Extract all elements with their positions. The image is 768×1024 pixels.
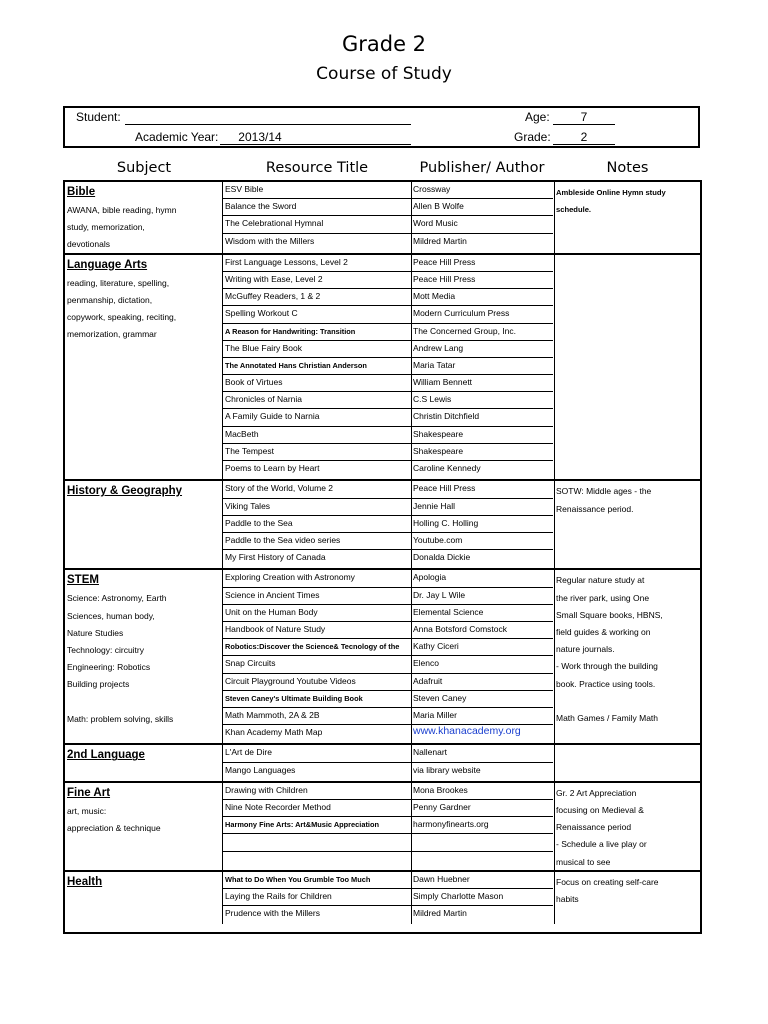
publisher-author: Anna Botsford Comstock <box>413 623 508 634</box>
table-row <box>223 375 553 392</box>
section-history-geography <box>65 479 700 568</box>
publisher-author: Shakespeare <box>413 428 464 439</box>
academic-year-value: 2013/14 <box>238 130 282 144</box>
notes-cell <box>556 572 696 727</box>
publisher-author: Peace Hill Press <box>413 256 476 267</box>
subject-description-line: devotionals <box>67 239 111 250</box>
table-row <box>223 341 553 358</box>
subject-description-line: Nature Studies <box>67 627 124 638</box>
table-row <box>223 605 553 622</box>
resource-title: Harmony Fine Arts: Art&Music Appreciation <box>225 820 379 830</box>
table-row <box>223 216 553 233</box>
section-language-arts <box>65 253 700 480</box>
table-row <box>223 800 553 817</box>
subject-description-line: Sciences, human body, <box>67 610 155 621</box>
subject-cell <box>67 483 221 501</box>
resource-title: Wisdom with the Millers <box>225 235 315 246</box>
publisher-author: Youtube.com <box>413 534 463 545</box>
table-row <box>223 427 553 444</box>
notes-cell <box>556 785 696 871</box>
subject-title: Fine Art <box>67 786 111 799</box>
publisher-author: Holling C. Holling <box>413 517 479 528</box>
table-row <box>223 358 553 375</box>
age-label: Age: <box>525 110 550 124</box>
resource-title: Nine Note Recorder Method <box>225 801 331 812</box>
subject-cell <box>67 785 221 837</box>
resource-title: Balance the Sword <box>225 201 297 212</box>
subject-cell <box>67 874 221 892</box>
resource-title: A Reason for Handwriting: Transition <box>225 326 356 336</box>
column-header-notes: Notes <box>606 160 649 176</box>
publisher-author: Mildred Martin <box>413 235 467 246</box>
column-divider <box>554 255 555 480</box>
notes-cell <box>556 874 696 908</box>
notes-line <box>556 693 696 710</box>
column-divider <box>554 182 555 253</box>
publisher-author: Adafruit <box>413 675 443 686</box>
resource-title: Robotics:Discover the Science& Tecnology of the <box>225 642 400 652</box>
subject-title: STEM <box>67 574 99 587</box>
publisher-author: Word Music <box>413 218 458 229</box>
publisher-author: Elemental Science <box>413 606 484 617</box>
publisher-author: Jennie Hall <box>413 500 456 511</box>
section-2nd-language <box>65 743 700 780</box>
publisher-author: Nallenart <box>413 747 448 758</box>
age-field[interactable] <box>553 124 615 125</box>
page-subtitle: Course of Study <box>316 64 452 84</box>
column-header-publisher-author: Publisher/ Author <box>419 160 545 176</box>
publisher-author: Crossway <box>413 184 451 194</box>
table-row <box>223 409 553 426</box>
subject-title: Bible <box>67 186 96 198</box>
resource-title: My First History of Canada <box>225 552 326 563</box>
table-row <box>223 656 553 673</box>
resource-title: Drawing with Children <box>225 784 308 795</box>
table-row <box>223 234 553 251</box>
column-header-resource-title: Resource Title <box>265 160 369 176</box>
publisher-author: C.S Lewis <box>413 394 452 405</box>
table-row <box>223 255 553 272</box>
notes-line: Focus on creating self-care <box>556 876 659 887</box>
notes-line: Small Square books, HBNS, <box>556 609 663 620</box>
page-title: Grade 2 <box>341 32 427 56</box>
column-divider <box>554 872 555 925</box>
grade-label: Grade: <box>514 130 551 144</box>
publisher-author: Maria Miller <box>413 709 457 720</box>
resource-rows <box>223 481 553 567</box>
subject-description-line: study, memorization, <box>67 222 145 233</box>
resource-title: Paddle to the Sea video series <box>225 534 341 545</box>
subject-description-line: Engineering: Robotics <box>67 662 151 673</box>
table-row <box>223 763 553 780</box>
subject-description-line <box>67 694 221 711</box>
table-row <box>223 272 553 289</box>
column-divider <box>554 783 555 870</box>
notes-line: habits <box>556 894 579 904</box>
subject-title: Health <box>67 875 103 888</box>
publisher-author: via library website <box>413 764 481 775</box>
publisher-author: Steven Caney <box>413 692 467 703</box>
table-row <box>223 324 553 341</box>
resource-title: ESV Bible <box>225 184 264 194</box>
resource-rows <box>223 182 553 251</box>
publisher-author: Shakespeare <box>413 445 464 456</box>
publisher-author: Apologia <box>413 572 447 583</box>
resource-rows <box>223 255 553 478</box>
table-row <box>223 461 553 478</box>
notes-line: Gr. 2 Art Appreciation <box>556 787 637 798</box>
resource-title: Handbook of Nature Study <box>225 623 326 634</box>
table-row <box>223 834 553 851</box>
table-row <box>223 444 553 461</box>
resource-title: The Blue Fairy Book <box>225 342 303 353</box>
publisher-author: Penny Gardner <box>413 801 471 812</box>
section-bible <box>65 182 700 253</box>
subject-title: Language Arts <box>67 258 148 271</box>
course-table <box>63 180 702 934</box>
notes-cell <box>556 184 696 218</box>
resource-title: The Tempest <box>225 445 274 456</box>
column-header-subject: Subject <box>116 160 172 176</box>
subject-cell <box>67 184 221 254</box>
resource-title: Exploring Creation with Astronomy <box>225 572 355 583</box>
subject-cell <box>67 747 221 765</box>
publisher-link[interactable]: www.khanacademy.org <box>413 725 521 738</box>
resource-title: Spelling Workout C <box>225 308 298 319</box>
student-label: Student: <box>76 110 121 124</box>
notes-line: schedule. <box>556 205 592 215</box>
table-row <box>223 852 553 869</box>
resource-rows <box>223 783 553 869</box>
notes-cell <box>556 483 696 517</box>
subject-description-line: art, music: <box>67 805 107 816</box>
subject-cell <box>67 572 221 728</box>
notes-line: - Schedule a live play or <box>556 839 647 850</box>
table-row <box>223 481 553 498</box>
resource-title: Story of the World, Volume 2 <box>225 483 334 494</box>
notes-line: Ambleside Online Hymn study <box>556 188 666 197</box>
publisher-author: Allen B Wolfe <box>413 201 464 212</box>
table-row <box>223 725 553 742</box>
subject-description-line: memorization, grammar <box>67 329 157 340</box>
table-row <box>223 199 553 216</box>
resource-rows <box>223 570 553 742</box>
resource-rows <box>223 745 553 779</box>
resource-rows <box>223 872 553 924</box>
table-row <box>223 872 553 889</box>
publisher-author: Andrew Lang <box>413 342 464 353</box>
subject-description-line: AWANA, bible reading, hymn <box>67 205 177 215</box>
table-row <box>223 533 553 550</box>
column-divider <box>554 745 555 780</box>
table-row <box>223 550 553 567</box>
table-row <box>223 708 553 725</box>
table-row <box>223 639 553 656</box>
subject-description-line: Building projects <box>67 679 130 690</box>
publisher-author: Mott Media <box>413 291 456 302</box>
resource-title: Math Mammoth, 2A & 2B <box>225 709 320 720</box>
subject-description-line: reading, literature, spelling, <box>67 277 170 288</box>
resource-title: MacBeth <box>225 428 259 439</box>
subject-description-line: Technology: circuitry <box>67 645 145 655</box>
resource-title: Circuit Playground Youtube Videos <box>225 675 356 686</box>
table-row <box>223 691 553 708</box>
publisher-author: Mildred Martin <box>413 908 467 919</box>
notes-line: nature journals. <box>556 644 615 655</box>
student-field[interactable] <box>125 124 411 125</box>
subject-title: History & Geography <box>67 485 183 498</box>
notes-line: field guides & working on <box>556 627 651 637</box>
notes-line: the river park, using One <box>556 592 650 603</box>
academic-year-field[interactable] <box>220 144 411 145</box>
subject-description-line: appreciation & technique <box>67 823 161 833</box>
notes-line: Renaissance period <box>556 822 632 833</box>
resource-title: Paddle to the Sea <box>225 517 293 528</box>
section-fine-art <box>65 781 700 870</box>
notes-line: Regular nature study at <box>556 575 645 586</box>
publisher-author: Kathy Ciceri <box>413 641 459 652</box>
resource-title: Snap Circuits <box>225 658 276 669</box>
section-health <box>65 870 700 925</box>
publisher-author: Christin Ditchfield <box>413 411 480 422</box>
academic-year-label: Academic Year: <box>135 130 219 144</box>
publisher-author: Mona Brookes <box>413 784 468 795</box>
table-row <box>223 783 553 800</box>
resource-title: Steven Caney's Ultimate Building Book <box>225 693 363 703</box>
table-row <box>223 570 553 587</box>
resource-title: L'Art de Dire <box>225 747 272 758</box>
table-row <box>223 182 553 199</box>
grade-value: 2 <box>580 130 588 144</box>
resource-title: Mango Languages <box>225 764 296 775</box>
notes-line: SOTW: Middle ages - the <box>556 486 652 497</box>
resource-title: Prudence with the Millers <box>225 908 320 919</box>
table-row <box>223 889 553 906</box>
publisher-author: The Concerned Group, Inc. <box>413 325 517 336</box>
publisher-author: harmonyfinearts.org <box>413 819 489 830</box>
notes-line: Renaissance period. <box>556 503 634 514</box>
resource-title: The Celebrational Hymnal <box>225 218 324 229</box>
table-row <box>223 392 553 409</box>
table-row <box>223 906 553 923</box>
section-stem <box>65 568 700 743</box>
table-row <box>223 817 553 834</box>
table-row <box>223 674 553 691</box>
publisher-author: Dawn Huebner <box>413 873 470 884</box>
subject-cell <box>67 257 221 344</box>
resource-title: A Family Guide to Narnia <box>225 411 320 422</box>
resource-title: Book of Virtues <box>225 377 283 388</box>
notes-line: musical to see <box>556 856 611 867</box>
publisher-author: Elenco <box>413 658 439 669</box>
column-divider <box>554 570 555 743</box>
publisher-author: Modern Curriculum Press <box>413 308 510 319</box>
table-row <box>223 622 553 639</box>
resource-title: Chronicles of Narnia <box>225 394 303 405</box>
resource-title: McGuffey Readers, 1 & 2 <box>225 291 321 302</box>
resource-title: Khan Academy Math Map <box>225 727 323 738</box>
publisher-author: Donalda Dickie <box>413 552 471 563</box>
publisher-author: Maria Tatar <box>413 359 456 370</box>
age-value: 7 <box>580 110 588 124</box>
resource-title: Writing with Ease, Level 2 <box>225 273 323 284</box>
publisher-author: Peace Hill Press <box>413 483 476 494</box>
resource-title: The Annotated Hans Christian Anderson <box>225 360 367 370</box>
resource-title: First Language Lessons, Level 2 <box>225 256 348 267</box>
resource-title: What to Do When You Grumble Too Much <box>225 874 371 884</box>
notes-line: focusing on Medieval & <box>556 805 644 815</box>
resource-title: Laying the Rails for Children <box>225 890 332 901</box>
notes-line: book. Practice using tools. <box>556 678 656 689</box>
subject-description-line: Science: Astronomy, Earth <box>67 593 167 604</box>
table-row <box>223 289 553 306</box>
resource-title: Poems to Learn by Heart <box>225 463 320 474</box>
notes-line: - Work through the building <box>556 661 658 672</box>
publisher-author: Simply Charlotte Mason <box>413 890 504 901</box>
subject-description-line: penmanship, dictation, <box>67 295 153 305</box>
resource-title: Viking Tales <box>225 500 271 511</box>
publisher-author: Dr. Jay L Wile <box>413 589 466 600</box>
table-row <box>223 588 553 605</box>
subject-description-line: Math: problem solving, skills <box>67 713 174 724</box>
publisher-author: William Bennett <box>413 377 473 388</box>
table-row <box>223 499 553 516</box>
table-row <box>223 516 553 533</box>
publisher-author: Peace Hill Press <box>413 273 476 284</box>
student-info-box <box>63 106 700 148</box>
column-divider <box>554 481 555 568</box>
notes-line: Math Games / Family Math <box>556 713 659 724</box>
publisher-author: Caroline Kennedy <box>413 463 481 474</box>
table-row <box>223 745 553 762</box>
table-row <box>223 306 553 323</box>
subject-description-line: copywork, speaking, reciting, <box>67 312 177 323</box>
resource-title: Unit on the Human Body <box>225 606 318 617</box>
subject-title: 2nd Language <box>67 749 145 762</box>
resource-title: Science in Ancient Times <box>225 589 320 600</box>
grade-field[interactable] <box>553 144 615 145</box>
